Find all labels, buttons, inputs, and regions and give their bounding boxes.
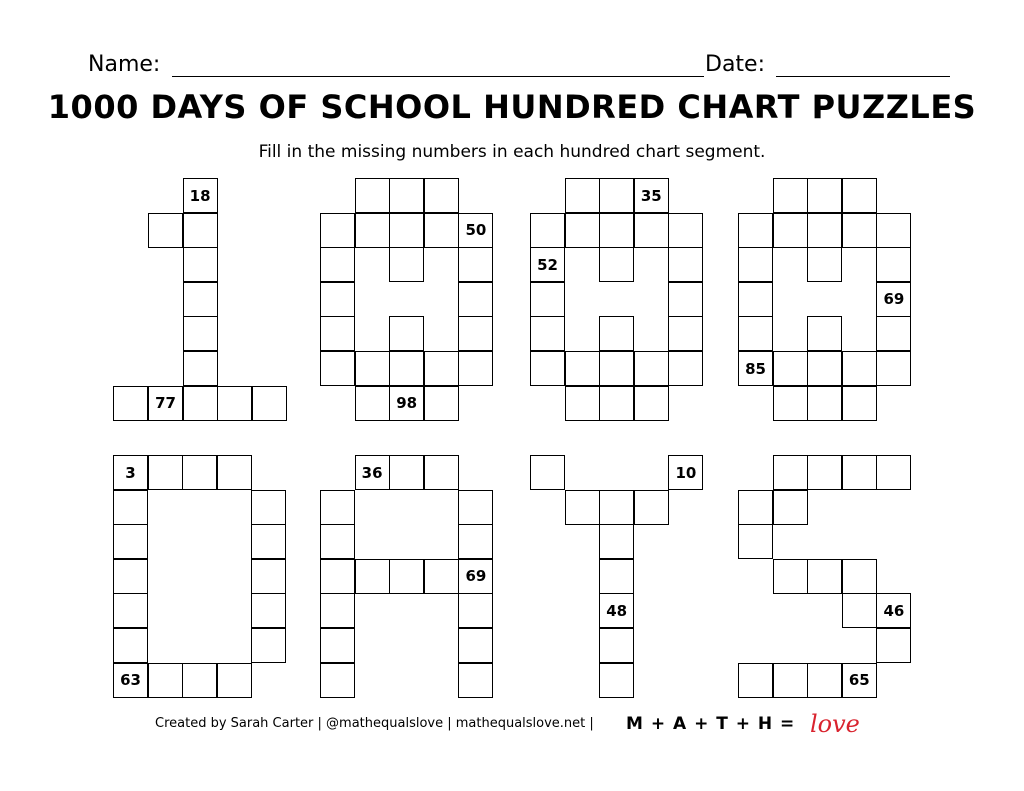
puzzle-cell[interactable] [320,316,355,351]
puzzle-cell[interactable] [807,247,842,282]
puzzle-cell[interactable] [876,247,911,282]
puzzle-cell[interactable] [773,213,808,248]
puzzle-cell[interactable] [807,178,842,213]
puzzle-cell[interactable] [217,663,252,698]
puzzle-cell[interactable] [320,351,355,386]
puzzle-cell[interactable] [599,663,634,698]
puzzle-cell[interactable] [668,247,703,282]
puzzle-cell[interactable] [113,628,148,663]
puzzle-cell[interactable] [738,213,773,248]
puzzle-cell[interactable] [113,386,148,421]
puzzle-cell[interactable] [876,593,911,628]
puzzle-cell[interactable] [842,213,877,248]
puzzle-cell[interactable] [530,282,565,317]
puzzle-cell[interactable] [389,455,424,490]
puzzle-cell[interactable] [113,663,148,698]
puzzle-cell[interactable] [320,628,355,663]
puzzle-cell[interactable] [773,351,808,386]
puzzle-cell[interactable] [530,351,565,386]
puzzle-cell[interactable] [355,455,390,490]
cell-number: 63 [120,671,141,690]
puzzle-cell[interactable] [738,282,773,317]
puzzle-cell[interactable] [634,490,669,525]
cell-number: 48 [606,601,628,620]
puzzle-cell[interactable] [599,593,634,628]
puzzle-cell[interactable] [565,213,600,248]
puzzle-cell[interactable] [424,455,459,490]
puzzle-cell[interactable] [530,213,565,248]
page-title: 1000 DAYS OF SCHOOL HUNDRED CHART PUZZLES [47,88,977,126]
puzzle-cell[interactable] [389,178,424,213]
puzzle-cell[interactable] [738,663,773,698]
puzzle-cell[interactable] [668,213,703,248]
puzzle-cell[interactable] [182,663,217,698]
puzzle-cell[interactable] [807,213,842,248]
puzzle-cell[interactable] [183,386,218,421]
puzzle-cell[interactable] [251,524,286,559]
puzzle-cell[interactable] [773,178,808,213]
puzzle-cell[interactable] [320,593,355,628]
puzzle-cell[interactable] [634,178,669,213]
puzzle-cell[interactable] [634,386,669,421]
puzzle-cell[interactable] [599,316,634,351]
puzzle-cell[interactable] [668,316,703,351]
cell-number: 46 [883,601,905,620]
cell-number: 52 [537,255,558,274]
puzzle-cell[interactable] [599,490,634,525]
puzzle-cell[interactable] [807,386,842,421]
cell-number: 50 [465,221,487,240]
puzzle-cell[interactable] [458,213,493,248]
puzzle-cell[interactable] [148,213,183,248]
puzzle-cell[interactable] [842,663,877,698]
puzzle-cell[interactable] [458,316,493,351]
puzzle-cell[interactable] [876,213,911,248]
cell-number: 98 [396,394,418,413]
puzzle-cell[interactable] [565,490,600,525]
cell-number: 65 [848,671,870,690]
puzzle-cell[interactable] [183,178,218,213]
cell-number: 36 [361,463,383,482]
puzzle-cell[interactable] [599,247,634,282]
footer-credit: Created by Sarah Carter | @mathequalslove | mathequalslove.net | [155,716,594,731]
puzzle-cell[interactable] [458,351,493,386]
puzzle-cell[interactable] [565,178,600,213]
puzzle-cell[interactable] [320,559,355,594]
puzzle-cell[interactable] [773,559,808,594]
puzzle-cell[interactable] [599,559,634,594]
puzzle-cell[interactable] [599,386,634,421]
puzzle-cell[interactable] [807,559,842,594]
puzzle-cell[interactable] [424,386,459,421]
puzzle-cell[interactable] [738,316,773,351]
puzzle-cell[interactable] [183,282,218,317]
puzzle-cell[interactable] [807,351,842,386]
footer-love: love [810,710,860,738]
puzzle-cell[interactable] [320,247,355,282]
puzzle-cell[interactable] [738,524,773,559]
puzzle-cell[interactable] [773,663,808,698]
puzzle-cell[interactable] [773,386,808,421]
puzzle-cell[interactable] [773,490,808,525]
cell-number: 3 [125,463,136,482]
puzzle-cell[interactable] [458,490,493,525]
puzzle-cell[interactable] [217,386,252,421]
puzzle-cell[interactable] [389,316,424,351]
puzzle-cell[interactable] [599,178,634,213]
puzzle-cell[interactable] [389,351,424,386]
puzzle-cell[interactable] [183,213,218,248]
puzzle-cell[interactable] [355,559,390,594]
puzzle-cell[interactable] [251,593,286,628]
puzzle-cell[interactable] [842,178,877,213]
puzzle-cell[interactable] [320,490,355,525]
puzzle-cell[interactable] [842,351,877,386]
puzzle-cell[interactable] [458,628,493,663]
puzzle-cell[interactable] [148,386,183,421]
cell-number: 77 [155,394,176,413]
puzzle-cell[interactable] [738,247,773,282]
puzzle-cell[interactable] [355,178,390,213]
puzzle-cell[interactable] [668,455,703,490]
puzzle-cell[interactable] [113,593,148,628]
date-label: Date: [705,52,765,77]
puzzle-cell[interactable] [807,316,842,351]
puzzle-cell[interactable] [182,455,217,490]
puzzle-cell[interactable] [389,213,424,248]
puzzle-cell[interactable] [424,178,459,213]
puzzle-cell[interactable] [252,386,287,421]
puzzle-cell[interactable] [113,524,148,559]
puzzle-cell[interactable] [355,351,390,386]
puzzle-cell[interactable] [458,247,493,282]
puzzle-cell[interactable] [458,559,493,594]
puzzle-cell[interactable] [183,247,218,282]
puzzle-cell[interactable] [251,490,286,525]
puzzle-cell[interactable] [458,524,493,559]
puzzle-cell[interactable] [458,593,493,628]
puzzle-cell[interactable] [389,559,424,594]
puzzle-cell[interactable] [738,351,773,386]
puzzle-cell[interactable] [320,663,355,698]
puzzle-cell[interactable] [320,524,355,559]
cell-number: 18 [189,186,211,205]
puzzle-cell[interactable] [389,247,424,282]
puzzle-cell[interactable] [251,559,286,594]
puzzle-cell[interactable] [458,282,493,317]
cell-number: 10 [675,463,697,482]
puzzle-cell[interactable] [320,282,355,317]
puzzle-cell[interactable] [148,455,183,490]
puzzle-cell[interactable] [807,455,842,490]
puzzle-cell[interactable] [113,455,148,490]
puzzle-cell[interactable] [355,213,390,248]
puzzle-cell[interactable] [876,316,911,351]
puzzle-cell[interactable] [565,351,600,386]
puzzle-cell[interactable] [599,628,634,663]
cell-number: 69 [883,290,905,309]
puzzle-cell[interactable] [355,386,390,421]
puzzle-cell[interactable] [599,351,634,386]
puzzle-cell[interactable] [842,593,877,628]
puzzle-cell[interactable] [599,524,634,559]
puzzle-cell[interactable] [876,282,911,317]
puzzle-cell[interactable] [876,455,911,490]
footer-brand: M + A + T + H = [626,714,796,734]
puzzle-cell[interactable] [738,490,773,525]
cell-number: 35 [640,186,662,205]
puzzle-cell[interactable] [458,663,493,698]
name-label: Name: [88,52,161,77]
puzzle-cell[interactable] [530,316,565,351]
puzzle-cell[interactable] [251,628,286,663]
puzzle-cell[interactable] [320,213,355,248]
puzzle-cell[interactable] [183,316,218,351]
puzzle-cell[interactable] [842,559,877,594]
puzzle-cell[interactable] [113,559,148,594]
puzzle-cell[interactable] [148,663,183,698]
puzzle-cell[interactable] [668,282,703,317]
instructions: Fill in the missing numbers in each hundred chart segment. [258,142,766,162]
footer [0,710,1024,738]
puzzle-cell[interactable] [773,455,808,490]
puzzle-cell[interactable] [424,559,459,594]
puzzle-cell[interactable] [876,628,911,663]
cell-number: 85 [745,359,766,378]
puzzle-cell[interactable] [842,386,877,421]
puzzle-cell[interactable] [876,351,911,386]
puzzle-cell[interactable] [183,351,218,386]
puzzle-cell[interactable] [530,247,565,282]
puzzle-cell[interactable] [217,455,252,490]
cell-number: 69 [465,567,487,586]
puzzle-cell[interactable] [113,490,148,525]
puzzle-cell[interactable] [389,386,424,421]
puzzle-cell[interactable] [424,351,459,386]
puzzle-cell[interactable] [634,351,669,386]
puzzle-cell[interactable] [530,455,565,490]
puzzle-cell[interactable] [565,386,600,421]
puzzle-cell[interactable] [807,663,842,698]
puzzle-cell[interactable] [668,351,703,386]
puzzle-cell[interactable] [634,213,669,248]
puzzle-cell[interactable] [842,455,877,490]
puzzle-cell[interactable] [424,213,459,248]
puzzle-cell[interactable] [599,213,634,248]
